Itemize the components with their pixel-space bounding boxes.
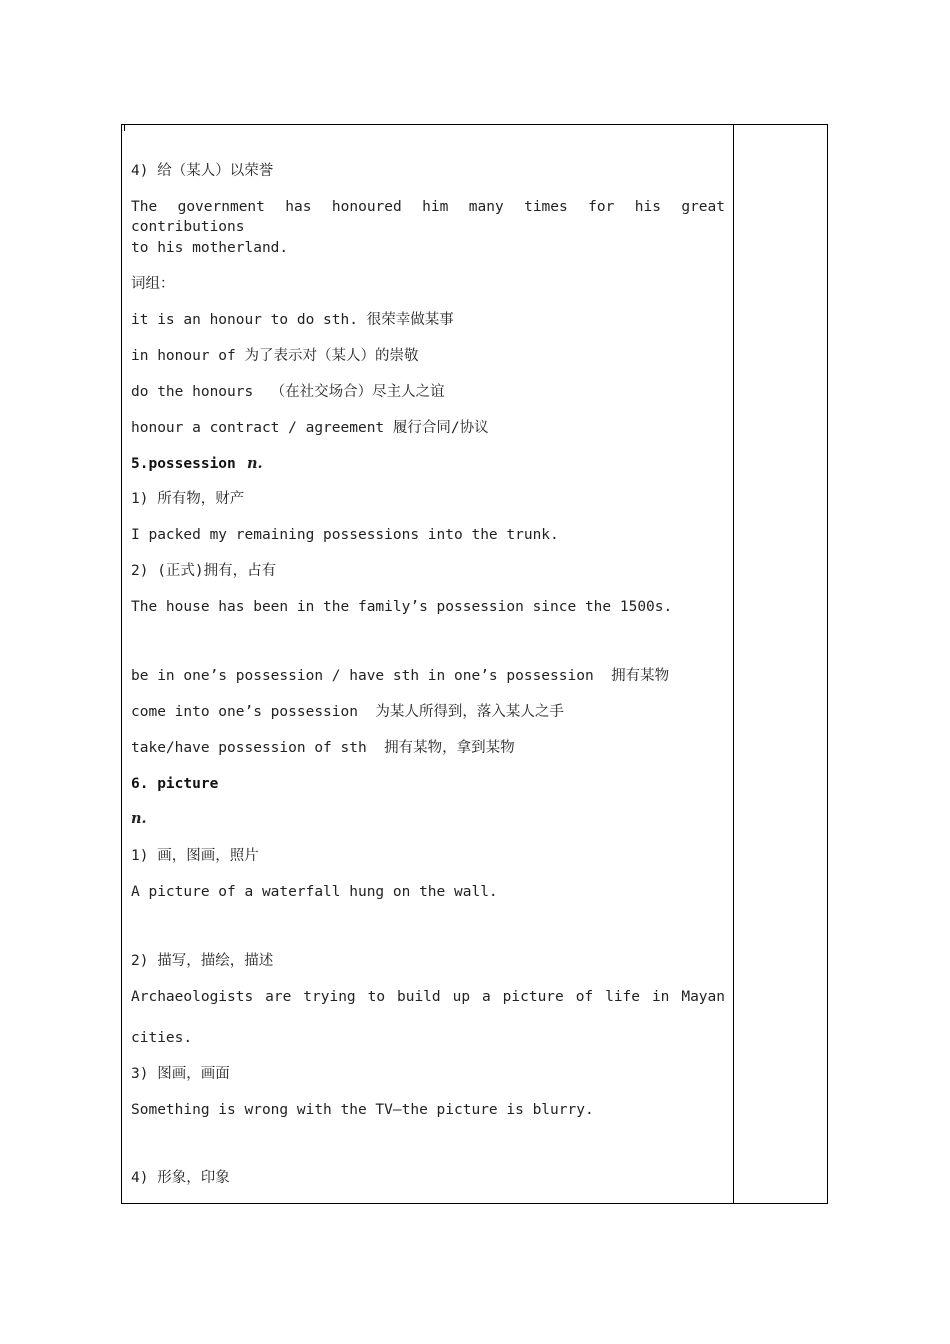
example-sentence: Archaeologists are trying to build up a picture of life in Mayan bbox=[131, 989, 725, 1005]
phrase-item: it is an honour to do sth. 很荣幸做某事 bbox=[131, 312, 454, 328]
sense-4-heading: 4) 形象，印象 bbox=[131, 1170, 230, 1186]
phrase-item: honour a contract / agreement 履行合同/协议 bbox=[131, 420, 489, 436]
column-divider bbox=[733, 125, 734, 1203]
phrase-item: be in one’s possession / have sth in one’s possession 拥有某物 bbox=[131, 668, 670, 684]
sense-3-heading: 3) 图画，画面 bbox=[131, 1066, 230, 1082]
word-heading-picture: 6. picture bbox=[131, 776, 219, 792]
content-table bbox=[121, 124, 828, 1204]
example-sentence: I packed my remaining possessions into the trunk. bbox=[131, 527, 559, 543]
sense-1-heading: 1) 画，图画，照片 bbox=[131, 848, 259, 864]
sense-2-heading: 2) 描写，描绘，描述 bbox=[131, 953, 274, 969]
example-sentence: The house has been in the family’s possession since the 1500s. bbox=[131, 599, 673, 615]
sense-4-heading: 4) 给（某人）以荣誉 bbox=[131, 163, 274, 179]
example-sentence: A picture of a waterfall hung on the wall. bbox=[131, 884, 498, 900]
phrase-item: come into one’s possession 为某人所得到，落入某人之手 bbox=[131, 704, 564, 720]
part-of-speech: n. bbox=[131, 810, 147, 827]
part-of-speech: n. bbox=[247, 455, 263, 472]
phrase-item: do the honours （在社交场合）尽主人之谊 bbox=[131, 384, 445, 400]
word-heading-possession: 5.possession bbox=[131, 456, 236, 472]
sense-1-heading: 1) 所有物，财产 bbox=[131, 491, 245, 507]
example-sentence: The government has honoured him many times for his great contributions bbox=[131, 199, 725, 235]
phrase-item: in honour of 为了表示对（某人）的崇敬 bbox=[131, 348, 419, 364]
phrases-label: 词组： bbox=[131, 276, 175, 292]
table-corner-mark bbox=[122, 125, 125, 131]
example-sentence: Something is wrong with the TV—the picture is blurry. bbox=[131, 1102, 594, 1118]
phrase-item: take/have possession of sth 拥有某物，拿到某物 bbox=[131, 740, 515, 756]
sense-2-heading: 2) (正式)拥有，占有 bbox=[131, 563, 277, 579]
example-sentence-cont: to his motherland. bbox=[131, 240, 289, 256]
example-sentence-cont: cities. bbox=[131, 1030, 193, 1046]
